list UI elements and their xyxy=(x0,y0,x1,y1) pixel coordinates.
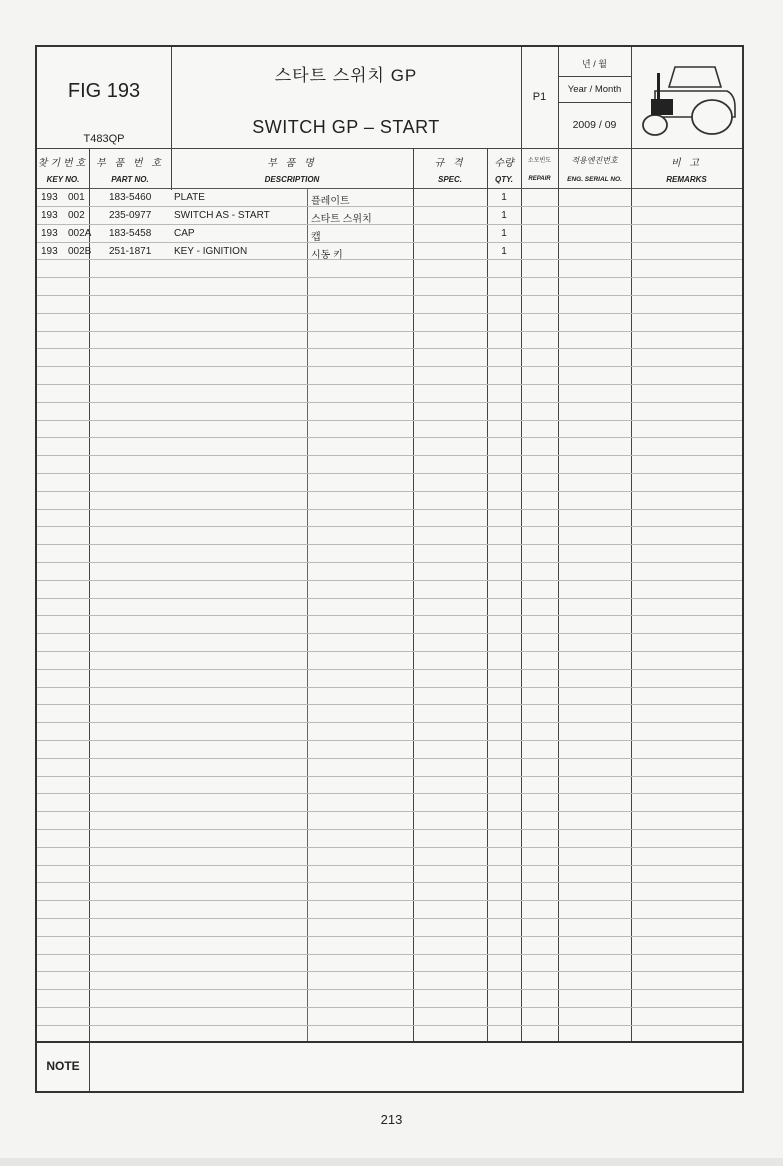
title-english: SWITCH GP – START xyxy=(252,117,440,137)
col-qty-kor: 수량 xyxy=(494,158,514,169)
row-rule xyxy=(37,437,742,438)
key-fig: 193 xyxy=(41,228,58,239)
row-rule xyxy=(37,348,742,349)
row-rule xyxy=(37,704,742,705)
row-rule xyxy=(37,793,742,794)
desc-eng: SWITCH AS - START xyxy=(174,210,270,221)
col-desc-kor: 부 품 명 xyxy=(267,158,317,169)
row-rule xyxy=(37,402,742,403)
row-rule xyxy=(37,918,742,919)
col-repair-kor: 소모빈도 xyxy=(527,158,552,164)
col-line-part xyxy=(89,148,90,1041)
row-rule xyxy=(37,526,742,527)
header-divider-2 xyxy=(521,47,522,190)
row-rule xyxy=(37,420,742,421)
part-no: 235-0977 xyxy=(109,210,152,221)
model-code: T483QP xyxy=(83,133,125,145)
col-line-spec xyxy=(413,148,414,1041)
header-divider-4 xyxy=(631,47,632,148)
row-rule xyxy=(37,900,742,901)
row-rule xyxy=(37,295,742,296)
row-rule xyxy=(37,331,742,332)
row-rule xyxy=(37,758,742,759)
col-key-kor: 찾기번호 xyxy=(37,158,89,169)
row-rule xyxy=(37,313,742,314)
key-no: 002B xyxy=(68,246,92,257)
row-rule xyxy=(37,954,742,955)
header-divider-date xyxy=(558,102,631,103)
desc-kor: 시동 키 xyxy=(311,250,343,261)
date-value: 2009 / 09 xyxy=(572,119,617,131)
row-rule xyxy=(37,259,742,260)
tractor-icon xyxy=(637,59,737,139)
row-rule xyxy=(37,242,742,243)
col-spec-eng: SPEC. xyxy=(437,175,462,184)
row-rule xyxy=(37,615,742,616)
part-no: 183-5460 xyxy=(109,192,152,203)
row-rule xyxy=(37,580,742,581)
row-rule xyxy=(37,1007,742,1008)
desc-kor: 캡 xyxy=(311,232,321,243)
qty: 1 xyxy=(501,192,507,203)
column-header-bottom-line xyxy=(37,188,742,189)
col-line-serial xyxy=(558,148,559,1041)
row-rule xyxy=(37,206,742,207)
note-label: NOTE xyxy=(46,1059,80,1073)
row-rule xyxy=(37,509,742,510)
scan-edge xyxy=(0,1158,783,1166)
row-rule xyxy=(37,740,742,741)
row-rule xyxy=(37,384,742,385)
qty: 1 xyxy=(501,228,507,239)
key-fig: 193 xyxy=(41,246,58,257)
col-eng-serial-kor: 적용엔진번호 xyxy=(571,156,618,165)
row-rule xyxy=(37,829,742,830)
page-label: P1 xyxy=(532,91,547,103)
row-rule xyxy=(37,722,742,723)
note-divider xyxy=(89,1041,90,1091)
desc-kor: 플레이트 xyxy=(311,196,350,207)
desc-eng: CAP xyxy=(174,228,195,239)
title-korean: 스타트 스위치 GP xyxy=(274,66,418,85)
col-remarks-kor: 비 고 xyxy=(670,158,703,169)
col-line-qty xyxy=(487,148,488,1041)
row-rule xyxy=(37,473,742,474)
row-rule xyxy=(37,544,742,545)
col-spec-kor: 규 격 xyxy=(434,158,466,169)
col-part-kor: 부 품 번 호 xyxy=(96,158,164,169)
key-fig: 193 xyxy=(41,192,58,203)
row-rule xyxy=(37,687,742,688)
key-no: 001 xyxy=(68,192,85,203)
year-month-label: Year / Month xyxy=(567,84,622,95)
note-top-line xyxy=(37,1041,742,1043)
col-repair-eng: REPAIR xyxy=(528,176,551,182)
row-rule xyxy=(37,598,742,599)
col-remarks-eng: REMARKS xyxy=(666,175,707,184)
page-number: 213 xyxy=(380,1112,403,1127)
col-desc-eng: DESCRIPTION xyxy=(264,175,320,184)
row-rule xyxy=(37,224,742,225)
row-rule xyxy=(37,455,742,456)
key-fig: 193 xyxy=(41,210,58,221)
desc-eng: PLATE xyxy=(174,192,205,203)
row-rule xyxy=(37,936,742,937)
col-key-eng: KEY NO. xyxy=(46,175,80,184)
row-rule xyxy=(37,776,742,777)
part-no: 183-5458 xyxy=(109,228,152,239)
row-rule xyxy=(37,277,742,278)
col-qty-eng: QTY. xyxy=(495,175,513,184)
header-divider-ym xyxy=(558,76,631,77)
desc-eng: KEY - IGNITION xyxy=(174,246,248,257)
col-eng-serial-eng: ENG. SERIAL NO. xyxy=(567,176,622,183)
row-rule xyxy=(37,633,742,634)
desc-kor: 스타트 스위치 xyxy=(311,214,372,225)
row-rule xyxy=(37,971,742,972)
qty: 1 xyxy=(501,246,507,257)
row-rule xyxy=(37,865,742,866)
row-rule xyxy=(37,811,742,812)
fig-number: FIG 193 xyxy=(67,80,141,102)
col-part-eng: PART NO. xyxy=(111,175,149,184)
row-rule xyxy=(37,491,742,492)
row-rule xyxy=(37,847,742,848)
row-rule xyxy=(37,651,742,652)
row-rule xyxy=(37,989,742,990)
row-rule xyxy=(37,562,742,563)
row-rule xyxy=(37,882,742,883)
row-rule xyxy=(37,669,742,670)
header-bottom-line xyxy=(37,148,742,149)
parts-list-sheet xyxy=(35,45,744,1093)
part-no: 251-1871 xyxy=(109,246,152,257)
row-rule xyxy=(37,1025,742,1026)
row-rule xyxy=(37,366,742,367)
year-month-korean: 년 / 월 xyxy=(582,59,607,69)
col-line-remarks xyxy=(631,148,632,1041)
key-no: 002 xyxy=(68,210,85,221)
qty: 1 xyxy=(501,210,507,221)
key-no: 002A xyxy=(68,228,92,239)
